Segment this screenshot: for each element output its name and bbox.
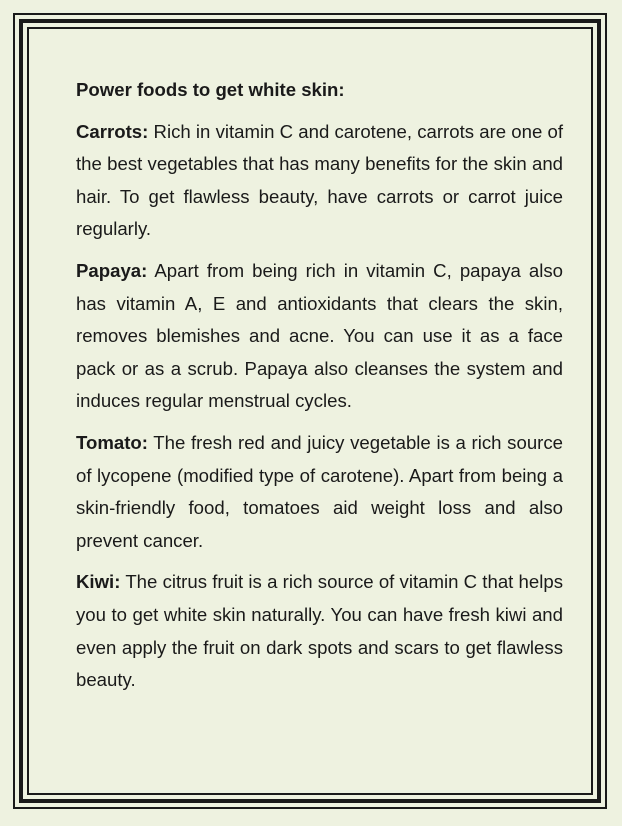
- paragraph-kiwi: [76, 566, 563, 696]
- term-tomato: Tomato:: [76, 431, 148, 453]
- text-papaya: Apart from being rich in vitamin C, papaya also has vitamin A, E and antioxidants that clears the skin, removes blemishes and acne. You can use it as a face pack or as a scrub. Papaya also cleanses the system and induces regular menstrual cycles.: [76, 259, 564, 412]
- paragraph-tomato: [76, 427, 563, 557]
- term-kiwi: Kiwi:: [76, 571, 121, 593]
- paragraph-carrots: [76, 116, 563, 246]
- paragraph-papaya: [76, 255, 563, 418]
- document-body: [76, 74, 563, 706]
- term-papaya: Papaya:: [76, 259, 148, 281]
- term-carrots: Carrots:: [76, 120, 149, 142]
- text-carrots: Rich in vitamin C and carotene, carrots are one of the best vegetables that has many benefits for the skin and hair. To get flawless beauty, have carrots or carrot juice regularly.: [76, 120, 564, 240]
- text-kiwi: The citrus fruit is a rich source of vitamin C that helps you to get white skin naturally. You can have fresh kiwi and even apply the fruit on dark spots and scars to get flawless beauty.: [76, 571, 563, 691]
- document-heading: Power foods to get white skin:: [76, 79, 345, 100]
- text-tomato: The fresh red and juicy vegetable is a rich source of lycopene (modified type of carotene). Apart from being a skin-friendly food, tomatoes aid weight loss and also prevent cancer.: [76, 431, 563, 551]
